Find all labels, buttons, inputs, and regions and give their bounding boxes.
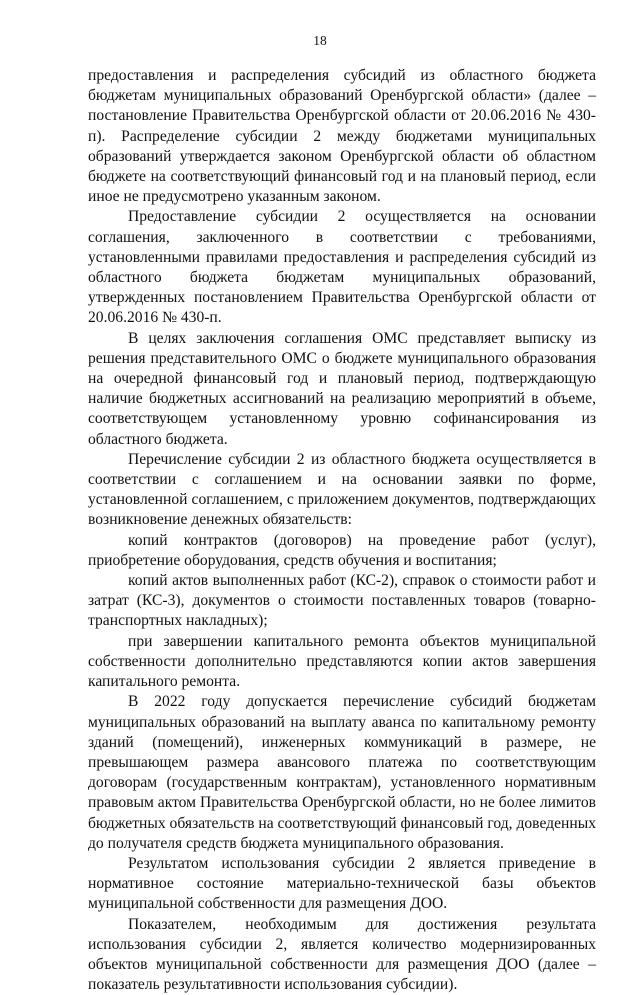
list-item-acts: копий актов выполненных работ (КС-2), справок о стоимости работ и затрат (КС-3), документов о стоимости поставленных товаров (товарно-транспортных накладных); [88, 572, 596, 630]
page-number: 18 [313, 33, 327, 48]
paragraph-agreement-basis: Предоставление субсидии 2 осуществляется на основании соглашения, заключенного в соответствии с требованиями, установленными правилами предоставления и распределения субсидий из областного бюджета бюджетам муниципальных образований, утвержденных постановлением Правительства Оренбургской области от 20.06.2016 № 430-п. [88, 208, 596, 327]
list-item-completion-acts: при завершении капитального ремонта объектов муниципальной собственности дополнительно представляются копии актов завершения капитального ремонта. [88, 632, 596, 691]
document-body [88, 66, 596, 995]
paragraph-indicator: Показателем, необходимым для достижения результата использования субсидии 2, является количество модернизированных объектов муниципальной собственности для размещения ДОО (далее – показатель результативности использования субсидии). [88, 915, 596, 994]
paragraph-advance-payment: В 2022 году допускается перечисление субсидий бюджетам муниципальных образований на выплату аванса по капитальному ремонту зданий (помещений), инженерных коммуникаций в размере, не превышающем размера авансового платежа по соответствующим договорам (государственным контрактам), установленного нормативным правовым актом Правительства Оренбургской области, но не более лимитов бюджетных обязательств на соответствующий финансовый год, доведенных до получателя средств бюджета муниципального образования. [88, 693, 596, 852]
list-item-contracts: копий контрактов (договоров) на проведение работ (услуг), приобретение оборудования, средств обучения и воспитания; [88, 531, 596, 569]
paragraph-agreement-conclusion: В целях заключения соглашения ОМС представляет выписку из решения представительного ОМС о бюджете муниципального образования на очередной финансовый год и плановый период, подтверждающую наличие бюджетных ассигнований на реализацию мероприятий в объеме, соответствующем установленному уровню софинансирования из областного бюджета. [88, 329, 596, 448]
paragraph-transfer-conditions: Перечисление субсидии 2 из областного бюджета осуществляется в соответствии с соглашением и на основании заявки по форме, установленной соглашением, с приложением документов, подтверждающих возникновение денежных обязательств: [88, 450, 596, 529]
paragraph-continuation: предоставления и распределения субсидий из областного бюджета бюджетам муниципальных образований Оренбургской области» (далее – постановление Правительства Оренбургской области от 20.06.2016 № 430-п). Распределение субсидии 2 между бюджетами муниципальных образований утверждается законом Оренбургской области об областном бюджете на соответствующий финансовый год и на плановый период, если иное не предусмотрено указанным законом. [88, 67, 596, 206]
paragraph-result: Результатом использования субсидии 2 является приведение в нормативное состояние материально-технической базы объектов муниципальной собственности для размещения ДОО. [88, 854, 596, 913]
